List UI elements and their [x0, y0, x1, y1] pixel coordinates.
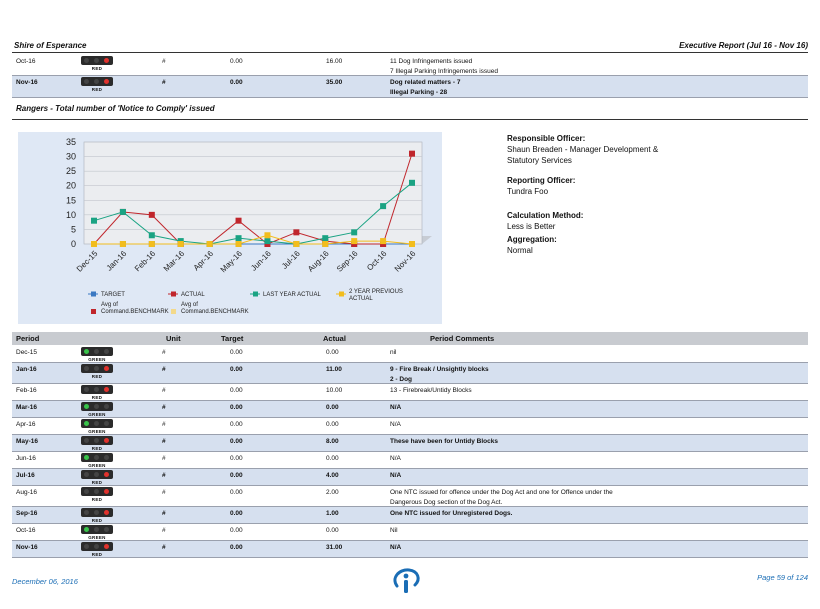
table-row — [12, 384, 808, 401]
comments-cell — [390, 348, 397, 358]
traffic-light-icon — [81, 364, 113, 373]
traffic-light-icon — [81, 77, 113, 86]
data-point — [409, 180, 415, 186]
y-tick-label: 5 — [70, 224, 76, 235]
footer-page-number: Page 59 of 124 — [757, 573, 808, 582]
unit-cell: # — [162, 489, 166, 496]
table-row — [12, 507, 808, 524]
line-chart — [18, 132, 442, 324]
target-cell: 0.00 — [230, 438, 243, 445]
period-cell: Jun-16 — [16, 455, 36, 462]
unit-cell: # — [162, 79, 166, 86]
data-point — [120, 241, 126, 247]
status-label: RED — [91, 87, 103, 92]
data-point — [236, 235, 242, 241]
comment-line: Dangerous Dog section of the Dog Act. — [390, 499, 503, 506]
comment-line: N/A — [390, 455, 401, 462]
data-point — [409, 241, 415, 247]
responsible-officer-value-line1: Shaun Breaden - Manager Development & — [507, 145, 659, 154]
traffic-light-icon — [81, 525, 113, 534]
unit-cell: # — [162, 349, 166, 356]
unit-cell: # — [162, 510, 166, 517]
x-tick-label: Jun-16 — [249, 249, 273, 273]
status-label: GREEN — [88, 463, 106, 468]
data-point — [120, 209, 126, 215]
comment-line: N/A — [390, 404, 402, 411]
unit-cell: # — [162, 366, 166, 373]
period-cell: Jan-16 — [16, 366, 37, 373]
period-cell: Mar-16 — [16, 404, 37, 411]
x-tick-label: Mar-16 — [161, 249, 187, 274]
target-cell: 0.00 — [230, 527, 243, 534]
status-label: GREEN — [88, 412, 106, 417]
table-row — [12, 541, 808, 558]
comment-line: N/A — [390, 472, 402, 479]
col-unit: Unit — [166, 334, 181, 343]
status-label: RED — [91, 480, 103, 485]
aggregation — [507, 234, 557, 256]
header-divider — [12, 52, 808, 53]
target-cell: 0.00 — [230, 421, 243, 428]
col-target: Target — [221, 334, 244, 343]
comments-cell — [390, 526, 398, 536]
y-tick-label: 0 — [70, 239, 76, 249]
period-cell: Nov-16 — [16, 544, 38, 551]
target-cell: 0.00 — [230, 387, 243, 394]
comment-line: 11 Dog Infringements issued — [390, 58, 473, 65]
period-cell: Oct-16 — [16, 58, 36, 65]
unit-cell: # — [162, 421, 166, 428]
legend-swatch — [253, 292, 258, 297]
data-point — [149, 212, 155, 218]
x-tick-label: Feb-16 — [132, 249, 158, 274]
data-point — [351, 238, 357, 244]
data-point — [322, 235, 328, 241]
unit-cell: # — [162, 472, 166, 479]
responsible-officer-value-line2: Statutory Services — [507, 156, 572, 165]
x-tick-label: Aug-16 — [306, 249, 331, 274]
logo-icon — [389, 566, 423, 594]
actual-cell: 0.00 — [326, 455, 339, 462]
unit-cell: # — [162, 544, 166, 551]
period-cell: Dec-15 — [16, 349, 37, 356]
table-row — [12, 469, 808, 486]
target-cell: 0.00 — [230, 79, 243, 86]
traffic-light-icon — [81, 470, 113, 479]
status-label: RED — [91, 66, 103, 71]
legend-swatch — [339, 292, 344, 297]
legend-label: Command.BENCHMARK — [101, 309, 169, 315]
data-point — [178, 241, 184, 247]
traffic-light-icon — [81, 436, 113, 445]
actual-cell: 4.00 — [326, 472, 339, 479]
period-cell: Apr-16 — [16, 421, 36, 428]
data-point — [293, 241, 299, 247]
actual-cell: 31.00 — [326, 544, 343, 551]
comment-line: Dog related matters - 7 — [390, 79, 461, 86]
period-cell: Feb-16 — [16, 387, 37, 394]
traffic-light-icon — [81, 453, 113, 462]
table-row — [12, 363, 808, 384]
col-actual: Actual — [323, 334, 346, 343]
comment-line: Illegal Parking - 28 — [390, 89, 448, 96]
period-cell: Aug-16 — [16, 489, 37, 496]
table-header — [12, 332, 808, 345]
reporting-officer-label: Reporting Officer: — [507, 176, 576, 185]
period-cell: Jul-16 — [16, 472, 35, 479]
y-tick-label: 15 — [65, 195, 76, 206]
data-point — [236, 218, 242, 224]
traffic-light-icon — [81, 56, 113, 65]
status-label: GREEN — [88, 429, 106, 434]
comment-line: 7 Illegal Parking Infringements issued — [390, 68, 499, 75]
legend-label: Avg of — [101, 302, 118, 308]
data-point — [149, 232, 155, 238]
data-point — [207, 241, 213, 247]
table-row — [12, 418, 808, 435]
data-point — [264, 232, 270, 238]
report-org-title: Shire of Esperance — [14, 41, 87, 50]
data-point — [149, 241, 155, 247]
comment-line: N/A — [390, 544, 402, 551]
calculation-method-label: Calculation Method: — [507, 211, 584, 220]
table-row — [12, 486, 808, 507]
unit-cell: # — [162, 438, 166, 445]
actual-cell: 1.00 — [326, 510, 339, 517]
y-tick-label: 35 — [65, 137, 76, 147]
col-comments: Period Comments — [430, 334, 495, 343]
target-cell: 0.00 — [230, 544, 243, 551]
comment-line: One NTC issued for Unregistered Dogs. — [390, 510, 513, 517]
legend-swatch — [171, 309, 176, 314]
comment-line: 13 - Firebreak/Untidy Blocks — [390, 387, 472, 394]
status-label: RED — [91, 518, 103, 523]
x-tick-label: May-16 — [218, 249, 244, 275]
actual-cell: 0.00 — [326, 349, 339, 356]
legend-label: LAST YEAR ACTUAL — [263, 292, 321, 298]
x-tick-label: Sep-16 — [334, 249, 360, 274]
calculation-method — [507, 210, 583, 232]
data-point — [91, 241, 97, 247]
y-tick-label: 10 — [65, 209, 76, 220]
period-cell: Nov-16 — [16, 79, 38, 86]
period-cell: Oct-16 — [16, 527, 36, 534]
comment-line: 9 - Fire Break / Unsightly blocks — [390, 366, 489, 373]
table-row — [12, 401, 808, 418]
target-cell: 0.00 — [230, 510, 243, 517]
y-tick-label: 20 — [65, 180, 76, 191]
responsible-officer — [507, 133, 658, 166]
status-label: RED — [91, 374, 103, 379]
status-label: GREEN — [88, 357, 106, 362]
comment-line: nil — [390, 349, 397, 356]
chart-plot-area — [84, 142, 422, 244]
comment-line: These have been for Untidy Blocks — [390, 438, 499, 445]
legend-label: ACTUAL — [349, 296, 373, 302]
comments-cell — [390, 420, 401, 430]
section-divider — [12, 119, 808, 120]
actual-cell: 2.00 — [326, 489, 339, 496]
traffic-light-icon — [81, 419, 113, 428]
comments-cell — [390, 543, 401, 553]
traffic-light-icon — [81, 542, 113, 551]
x-tick-label: Oct-16 — [365, 249, 389, 273]
target-cell: 0.00 — [230, 489, 243, 496]
actual-cell: 16.00 — [326, 58, 343, 65]
data-point — [91, 218, 97, 224]
comments-cell — [390, 488, 613, 508]
target-cell: 0.00 — [230, 349, 243, 356]
y-tick-label: 25 — [65, 166, 76, 177]
x-tick-label: Dec-15 — [74, 249, 100, 274]
reporting-officer-value: Tundra Foo — [507, 187, 549, 196]
target-cell: 0.00 — [230, 404, 243, 411]
table-row — [12, 346, 808, 363]
y-tick-label: 30 — [65, 151, 76, 162]
unit-cell: # — [162, 527, 166, 534]
comments-cell — [390, 78, 460, 98]
comments-cell — [390, 403, 401, 413]
actual-cell: 0.00 — [326, 421, 339, 428]
comments-cell — [390, 437, 498, 447]
table-row — [12, 435, 808, 452]
target-cell: 0.00 — [230, 455, 243, 462]
traffic-light-icon — [81, 347, 113, 356]
calculation-method-value: Less is Better — [507, 222, 556, 231]
data-point — [236, 241, 242, 247]
comments-cell — [390, 509, 512, 519]
chart-panel — [18, 132, 442, 324]
unit-cell: # — [162, 455, 166, 462]
actual-cell: 0.00 — [326, 404, 339, 411]
status-label: RED — [91, 497, 103, 502]
data-point — [380, 203, 386, 209]
traffic-light-icon — [81, 402, 113, 411]
status-label: RED — [91, 552, 103, 557]
legend-label: Avg of — [181, 302, 198, 308]
actual-cell: 35.00 — [326, 79, 343, 86]
legend-label: Command.BENCHMARK — [181, 309, 249, 315]
unit-cell: # — [162, 58, 166, 65]
col-period: Period — [16, 334, 40, 343]
comment-line: Nil — [390, 527, 398, 534]
status-label: RED — [91, 446, 103, 451]
period-cell: May-16 — [16, 438, 39, 445]
data-point — [380, 238, 386, 244]
table-row — [12, 55, 808, 76]
x-tick-label: Nov-16 — [392, 249, 418, 274]
target-cell: 0.00 — [230, 472, 243, 479]
traffic-light-icon — [81, 508, 113, 517]
table-row — [12, 524, 808, 541]
actual-cell: 11.00 — [326, 366, 342, 373]
data-point — [264, 238, 270, 244]
footer-date: December 06, 2016 — [12, 577, 78, 586]
legend-swatch — [171, 292, 176, 297]
table-row — [12, 452, 808, 469]
aggregation-label: Aggregation: — [507, 235, 557, 244]
comment-line: One NTC issued for offence under the Dog Act and one for Offence under the — [390, 489, 613, 496]
period-cell: Sep-16 — [16, 510, 38, 517]
report-title: Executive Report (Jul 16 - Nov 16) — [679, 41, 808, 50]
data-point — [409, 151, 415, 157]
legend-label: 2 YEAR PREVIOUS — [349, 289, 403, 295]
data-point — [322, 241, 328, 247]
table-row — [12, 76, 808, 98]
comments-cell — [390, 365, 489, 385]
unit-cell: # — [162, 387, 166, 394]
unit-cell: # — [162, 404, 166, 411]
target-cell: 0.00 — [230, 366, 243, 373]
section-title: Rangers - Total number of 'Notice to Comply' issued — [16, 104, 215, 113]
comment-line: 2 - Dog — [390, 376, 413, 383]
comments-cell — [390, 454, 401, 464]
traffic-light-icon — [81, 385, 113, 394]
aggregation-value: Normal — [507, 246, 533, 255]
target-cell: 0.00 — [230, 58, 243, 65]
data-point — [293, 229, 299, 235]
x-tick-label: Apr-16 — [191, 249, 216, 273]
x-tick-label: Jul-16 — [280, 249, 302, 271]
x-tick-label: Jan-16 — [104, 249, 129, 273]
actual-cell: 8.00 — [326, 438, 339, 445]
comment-line: N/A — [390, 421, 401, 428]
legend-label: TARGET — [101, 292, 125, 298]
comments-cell — [390, 471, 401, 481]
legend-label: ACTUAL — [181, 292, 205, 298]
status-label: RED — [91, 395, 103, 400]
reporting-officer — [507, 175, 575, 197]
traffic-light-icon — [81, 487, 113, 496]
legend-swatch — [91, 292, 96, 297]
comments-cell — [390, 57, 498, 77]
actual-cell: 0.00 — [326, 527, 339, 534]
comments-cell — [390, 386, 472, 396]
data-point — [351, 229, 357, 235]
responsible-officer-label: Responsible Officer: — [507, 134, 586, 143]
actual-cell: 10.00 — [326, 387, 343, 394]
status-label: GREEN — [88, 535, 106, 540]
legend-swatch — [91, 309, 96, 314]
